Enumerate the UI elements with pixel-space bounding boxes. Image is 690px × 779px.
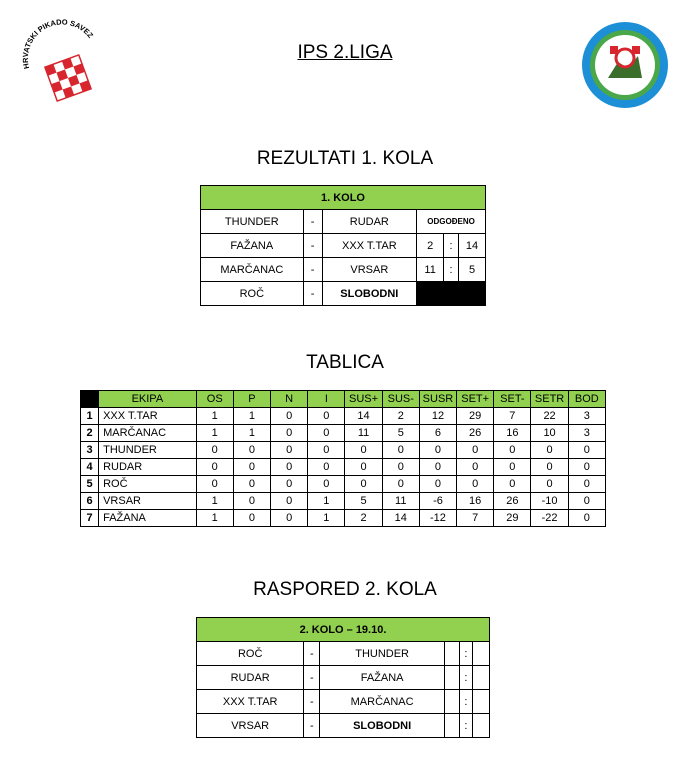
- stat-cell: 0: [271, 476, 308, 493]
- table-row: [197, 618, 490, 642]
- standings-heading: TABLICA: [306, 352, 384, 373]
- stat-cell: 14: [345, 408, 382, 425]
- column-header: N: [271, 391, 308, 408]
- istrian-darts-federation-logo: [580, 20, 670, 110]
- svg-text:HRVATSKI PIKADO SAVEZ: HRVATSKI PIKADO SAVEZ: [20, 18, 96, 70]
- separator: -: [304, 714, 320, 738]
- stat-cell: 0: [233, 442, 270, 459]
- stat-cell: 11: [345, 425, 382, 442]
- round-label: 2. KOLO – 19.10.: [197, 618, 490, 642]
- stat-cell: 7: [494, 408, 531, 425]
- stat-cell: 3: [568, 408, 605, 425]
- stat-cell: -6: [419, 493, 456, 510]
- stat-cell: 29: [457, 408, 494, 425]
- match-status: ODGOĐENO: [417, 210, 486, 234]
- stat-cell: 0: [494, 442, 531, 459]
- away-score: [472, 642, 489, 666]
- away-team: SLOBODNI: [322, 282, 417, 306]
- stat-cell: 0: [531, 442, 568, 459]
- blank-score-cell: [417, 282, 486, 306]
- stat-cell: 2: [345, 510, 382, 527]
- stat-cell: 1: [308, 510, 345, 527]
- stat-cell: 11: [382, 493, 419, 510]
- rank-cell: 1: [81, 408, 99, 425]
- stat-cell: 16: [457, 493, 494, 510]
- header-corner-cell: [81, 391, 99, 408]
- stat-cell: 0: [457, 476, 494, 493]
- home-team: RUDAR: [197, 666, 304, 690]
- table-row: [201, 210, 486, 234]
- stat-cell: 16: [494, 425, 531, 442]
- stat-cell: 0: [196, 442, 233, 459]
- schedule-table: [196, 617, 490, 738]
- stat-cell: 0: [382, 476, 419, 493]
- stat-cell: 29: [494, 510, 531, 527]
- stat-cell: 0: [308, 476, 345, 493]
- stat-cell: 1: [233, 425, 270, 442]
- stat-cell: 10: [531, 425, 568, 442]
- rank-cell: 7: [81, 510, 99, 527]
- column-header: SUS-: [382, 391, 419, 408]
- stat-cell: 0: [531, 459, 568, 476]
- table-row: [81, 476, 606, 493]
- home-team: VRSAR: [197, 714, 304, 738]
- stat-cell: 0: [568, 493, 605, 510]
- stat-cell: 0: [382, 459, 419, 476]
- stat-cell: -10: [531, 493, 568, 510]
- home-team: XXX T.TAR: [197, 690, 304, 714]
- column-header: P: [233, 391, 270, 408]
- score-colon: :: [444, 258, 459, 282]
- stat-cell: 0: [196, 476, 233, 493]
- stat-cell: -22: [531, 510, 568, 527]
- away-team: FAŽANA: [320, 666, 444, 690]
- separator: -: [303, 258, 322, 282]
- results-heading: REZULTATI 1. KOLA: [256, 148, 434, 169]
- column-header: I: [308, 391, 345, 408]
- rank-cell: 2: [81, 425, 99, 442]
- stat-cell: 0: [345, 476, 382, 493]
- separator: -: [303, 282, 322, 306]
- away-team: THUNDER: [320, 642, 444, 666]
- away-score: 14: [459, 234, 486, 258]
- table-row: [197, 714, 490, 738]
- stat-cell: 14: [382, 510, 419, 527]
- home-score: 2: [417, 234, 444, 258]
- stat-cell: 0: [233, 459, 270, 476]
- round-label: 1. KOLO: [201, 186, 486, 210]
- stat-cell: 0: [382, 442, 419, 459]
- stat-cell: 5: [345, 493, 382, 510]
- stat-cell: 0: [457, 459, 494, 476]
- column-header: SUS+: [345, 391, 382, 408]
- score-colon: :: [444, 234, 459, 258]
- column-header: BOD: [568, 391, 605, 408]
- team-cell: XXX T.TAR: [99, 408, 197, 425]
- table-row: [81, 459, 606, 476]
- stat-cell: 5: [382, 425, 419, 442]
- team-cell: ROČ: [99, 476, 197, 493]
- stat-cell: 0: [308, 459, 345, 476]
- table-row: [201, 258, 486, 282]
- stat-cell: 0: [308, 408, 345, 425]
- away-team: VRSAR: [322, 258, 417, 282]
- stat-cell: 1: [308, 493, 345, 510]
- separator: -: [304, 642, 320, 666]
- separator: -: [304, 690, 320, 714]
- rank-cell: 4: [81, 459, 99, 476]
- table-row: [201, 282, 486, 306]
- team-cell: VRSAR: [99, 493, 197, 510]
- home-score: [444, 642, 459, 666]
- column-header: EKIPA: [99, 391, 197, 408]
- stat-cell: 26: [457, 425, 494, 442]
- column-header: SETR: [531, 391, 568, 408]
- team-cell: THUNDER: [99, 442, 197, 459]
- table-header-row: [81, 391, 606, 408]
- stat-cell: 0: [457, 442, 494, 459]
- stat-cell: 0: [308, 442, 345, 459]
- stat-cell: 1: [196, 425, 233, 442]
- stat-cell: 0: [271, 493, 308, 510]
- stat-cell: 1: [233, 408, 270, 425]
- column-header: SET-: [494, 391, 531, 408]
- stat-cell: 1: [196, 510, 233, 527]
- away-score: [472, 666, 489, 690]
- stat-cell: 7: [457, 510, 494, 527]
- home-score: [444, 666, 459, 690]
- stat-cell: 0: [568, 442, 605, 459]
- stat-cell: 0: [271, 510, 308, 527]
- rank-cell: 6: [81, 493, 99, 510]
- home-score: 11: [417, 258, 444, 282]
- stat-cell: 0: [271, 442, 308, 459]
- rank-cell: 5: [81, 476, 99, 493]
- stat-cell: 12: [419, 408, 456, 425]
- stat-cell: 0: [271, 459, 308, 476]
- stat-cell: 1: [196, 493, 233, 510]
- stat-cell: 0: [271, 425, 308, 442]
- table-row: [81, 442, 606, 459]
- stat-cell: 0: [345, 442, 382, 459]
- stat-cell: 0: [345, 459, 382, 476]
- stat-cell: 0: [233, 510, 270, 527]
- home-team: FAŽANA: [201, 234, 304, 258]
- team-cell: RUDAR: [99, 459, 197, 476]
- table-row: [197, 666, 490, 690]
- table-row: [81, 493, 606, 510]
- team-cell: FAŽANA: [99, 510, 197, 527]
- home-team: ROČ: [201, 282, 304, 306]
- rank-cell: 3: [81, 442, 99, 459]
- stat-cell: 0: [196, 459, 233, 476]
- stat-cell: 0: [568, 459, 605, 476]
- home-team: ROČ: [197, 642, 304, 666]
- team-cell: MARČANAC: [99, 425, 197, 442]
- stat-cell: 0: [308, 425, 345, 442]
- away-team: SLOBODNI: [320, 714, 444, 738]
- away-team: RUDAR: [322, 210, 417, 234]
- home-team: THUNDER: [201, 210, 304, 234]
- separator: -: [303, 234, 322, 258]
- stat-cell: 0: [271, 408, 308, 425]
- score-colon: :: [459, 642, 472, 666]
- table-row: [201, 234, 486, 258]
- stat-cell: 0: [494, 459, 531, 476]
- stat-cell: 6: [419, 425, 456, 442]
- stat-cell: -12: [419, 510, 456, 527]
- score-colon: :: [459, 666, 472, 690]
- stat-cell: 22: [531, 408, 568, 425]
- stat-cell: 0: [531, 476, 568, 493]
- stat-cell: 0: [419, 459, 456, 476]
- score-colon: :: [459, 690, 472, 714]
- table-row: [197, 642, 490, 666]
- table-row: [81, 408, 606, 425]
- away-score: 5: [459, 258, 486, 282]
- table-row: [197, 690, 490, 714]
- stat-cell: 0: [568, 476, 605, 493]
- page-title: IPS 2.LIGA: [297, 42, 393, 63]
- separator: -: [304, 666, 320, 690]
- results-table: [200, 185, 486, 306]
- stat-cell: 0: [419, 476, 456, 493]
- stat-cell: 0: [494, 476, 531, 493]
- away-score: [472, 714, 489, 738]
- separator: -: [303, 210, 322, 234]
- column-header: SET+: [457, 391, 494, 408]
- stat-cell: 0: [419, 442, 456, 459]
- home-score: [444, 690, 459, 714]
- column-header: SUSR: [419, 391, 456, 408]
- home-team: MARČANAC: [201, 258, 304, 282]
- stat-cell: 2: [382, 408, 419, 425]
- stat-cell: 0: [233, 476, 270, 493]
- score-colon: :: [459, 714, 472, 738]
- table-row: [81, 425, 606, 442]
- column-header: OS: [196, 391, 233, 408]
- table-row: [201, 186, 486, 210]
- stat-cell: 0: [568, 510, 605, 527]
- standings-table: [80, 390, 606, 527]
- away-team: XXX T.TAR: [322, 234, 417, 258]
- stat-cell: 0: [233, 493, 270, 510]
- schedule-heading: RASPORED 2. KOLA: [253, 579, 437, 600]
- table-row: [81, 510, 606, 527]
- stat-cell: 26: [494, 493, 531, 510]
- stat-cell: 1: [196, 408, 233, 425]
- stat-cell: 3: [568, 425, 605, 442]
- home-score: [444, 714, 459, 738]
- away-team: MARČANAC: [320, 690, 444, 714]
- away-score: [472, 690, 489, 714]
